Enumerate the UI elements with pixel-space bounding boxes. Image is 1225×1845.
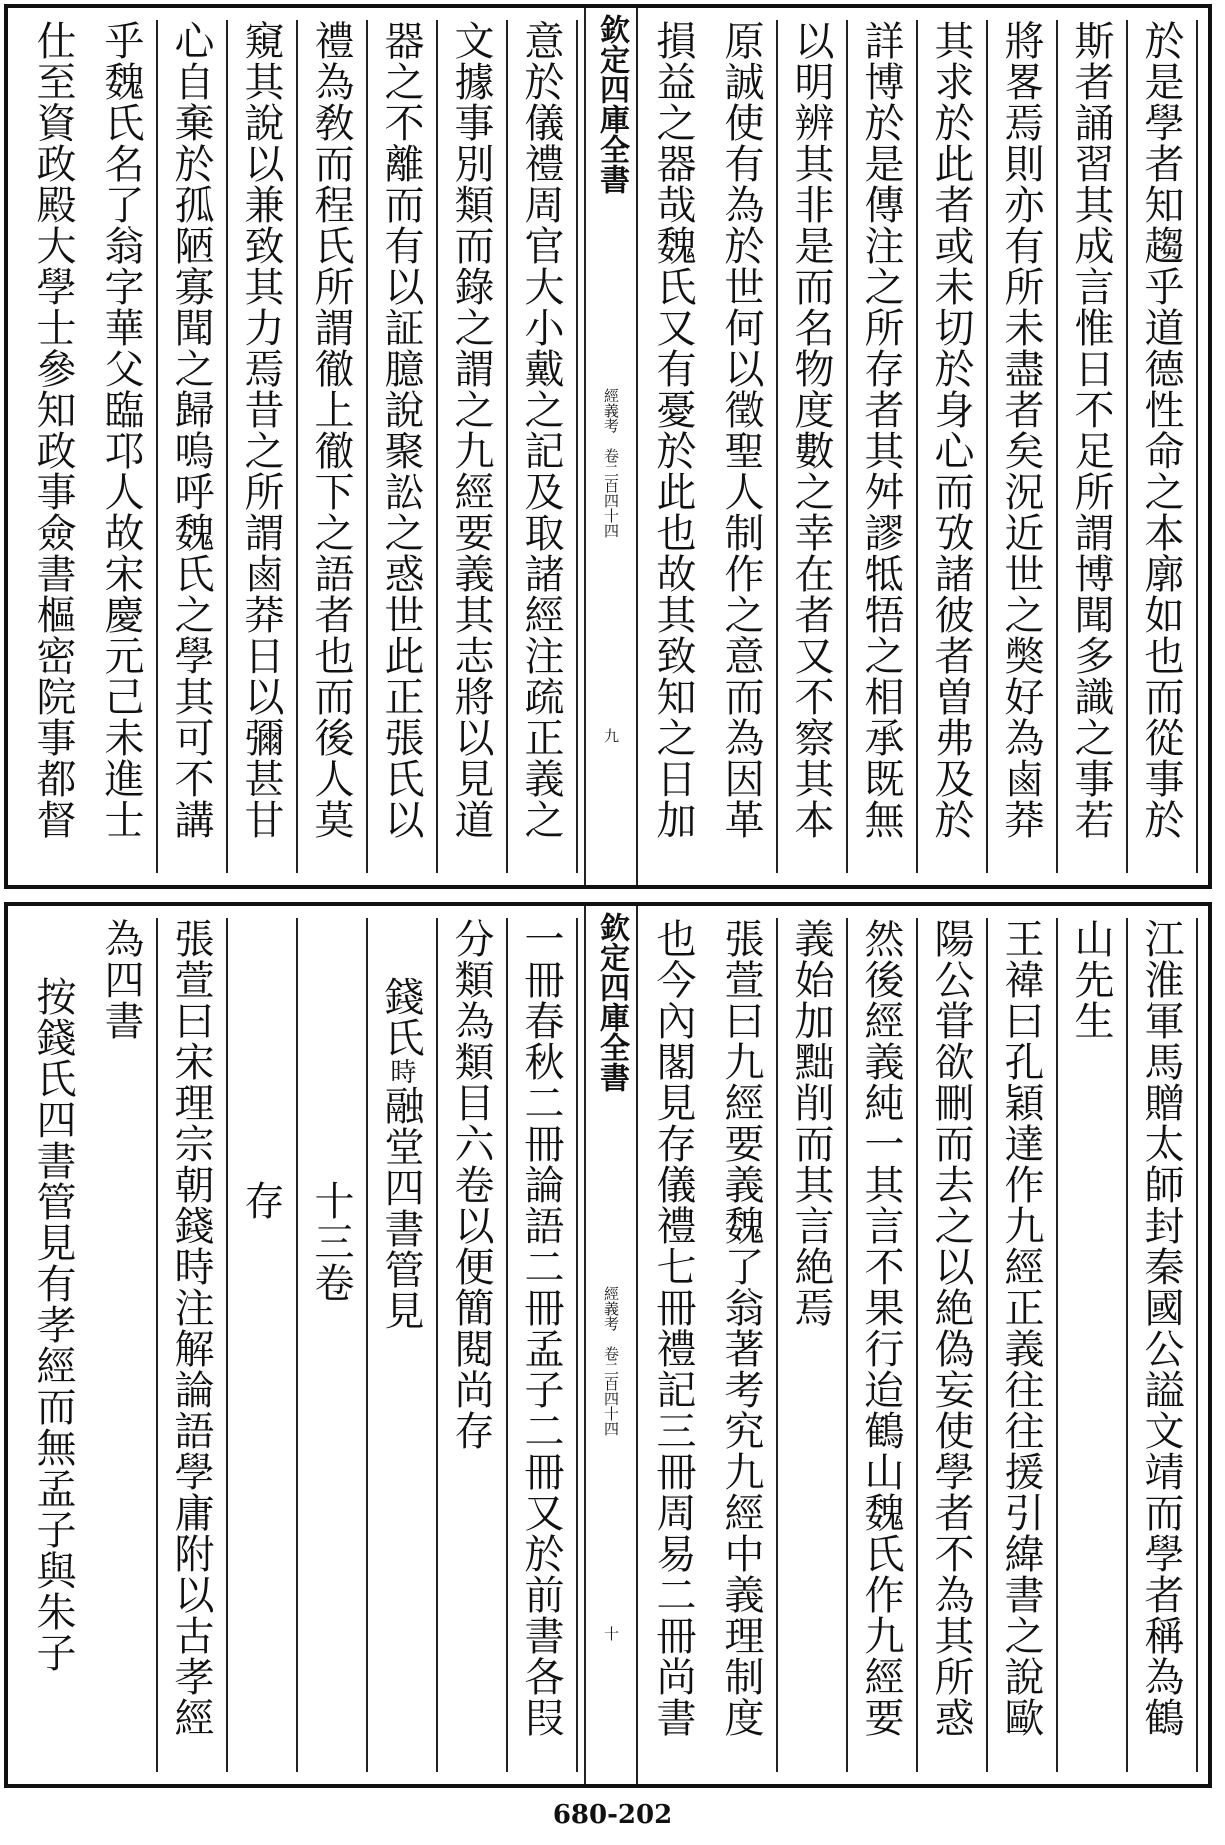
text-column: 為四書: [88, 918, 158, 1772]
page-id: 680-202: [552, 1800, 673, 1830]
preservation-status: 存: [228, 918, 298, 1772]
text-column: 然後經義純一其言不果行迨鶴山魏氏作九經要: [848, 918, 918, 1772]
text-column: 意於儀禮周官大小戴之記及取諸經注疏正義之: [508, 20, 578, 873]
text-column: 一冊春秋二冊論語二冊孟子二冊又於前書各叚: [508, 918, 578, 1772]
book-title: 融堂四書管見: [378, 1085, 424, 1331]
text-column: 將畧焉則亦有所未盡者矣況近世之獘好為鹵莽: [988, 20, 1058, 873]
author-name: 錢氏: [378, 976, 424, 1058]
top-page: [4, 4, 1212, 889]
editor-note: 按錢氏四書管見有孝經而無孟子與朱子: [30, 976, 76, 1673]
library-title: 欽定四庫全書: [594, 14, 629, 194]
text-column: 窺其說以兼致其力焉昔之所謂鹵莽日以彌甚甘: [228, 20, 298, 873]
text-column: 乎魏氏名了翁字華父臨邛人故宋慶元己未進士: [88, 20, 158, 873]
text-column: 也今內閣見存儀禮七冊禮記三冊周易二冊尚書: [650, 918, 696, 1738]
text-column: 禮為敎而程氏所謂徹上徹下之語者也而後人莫: [298, 20, 368, 873]
text-column: 原誠使有為於世何以徵聖人制作之意而為因革: [708, 20, 778, 873]
author-annotation: 時: [386, 1058, 416, 1085]
text-column: 斯者誦習其成言惟日不足所謂博聞多識之事若: [1058, 20, 1128, 873]
text-column: 於是學者知趨乎道德性命之本廓如也而從事於: [1128, 20, 1198, 873]
text-column: 張萱曰宋理宗朝錢時注解論語學庸附以古孝經: [158, 918, 228, 1772]
library-title: 欽定四庫全書: [594, 912, 629, 1092]
page-number: 九: [602, 728, 620, 743]
text-column: 義始加黜削而其言絶焉: [778, 918, 848, 1772]
volume-count: 十三卷: [298, 918, 368, 1772]
text-column: 陽公甞欲刪而去之以絶偽妄使學者不為其所惑: [918, 918, 988, 1772]
text-column: 其求於此者或未切於身心而攷諸彼者曽弗及於: [918, 20, 988, 873]
text-column: 文據事別類而錄之謂之九經要義其志將以見道: [438, 20, 508, 873]
text-column: 江淮軍馬贈太師封秦國公謚文靖而學者稱為鶴: [1128, 918, 1198, 1772]
text-column: 器之不離而有以証臆說聚訟之惑世此正張氏以: [368, 20, 438, 873]
text-column: 張萱曰九經要義魏了翁著考究九經中義理制度: [708, 918, 778, 1772]
text-column: 詳博於是傳注之所存者其舛謬牴牾之相承既無: [848, 20, 918, 873]
category-label: 經義考 卷二百四十四: [602, 1286, 620, 1436]
text-column: 仕至資政殿大學士參知政事僉書樞密院事都督: [30, 20, 76, 840]
text-column: 王褘曰孔穎達作九經正義往往援引緯書之說歐: [988, 918, 1058, 1772]
text-column: 損益之器哉魏氏又有憂於此也故其致知之日加: [650, 20, 696, 840]
fishtail-mark: [596, 1196, 626, 1276]
text-column: 分類為類目六卷以便簡閱尚存: [438, 918, 508, 1772]
category-label: 經義考 卷二百四十四: [602, 388, 620, 538]
center-fold: [584, 906, 638, 1784]
entry-heading: [368, 918, 438, 1772]
fishtail-mark: [596, 298, 626, 378]
center-fold: [584, 8, 638, 885]
text-column: 以明辨其非是而名物度數之幸在者又不察其本: [778, 20, 848, 873]
text-column: 心自棄於孤陋寡聞之歸嗚呼魏氏之學其可不講: [158, 20, 228, 873]
bottom-page: [4, 902, 1212, 1788]
page-number: 十: [602, 1626, 620, 1641]
text-column: 山先生: [1058, 918, 1128, 1772]
